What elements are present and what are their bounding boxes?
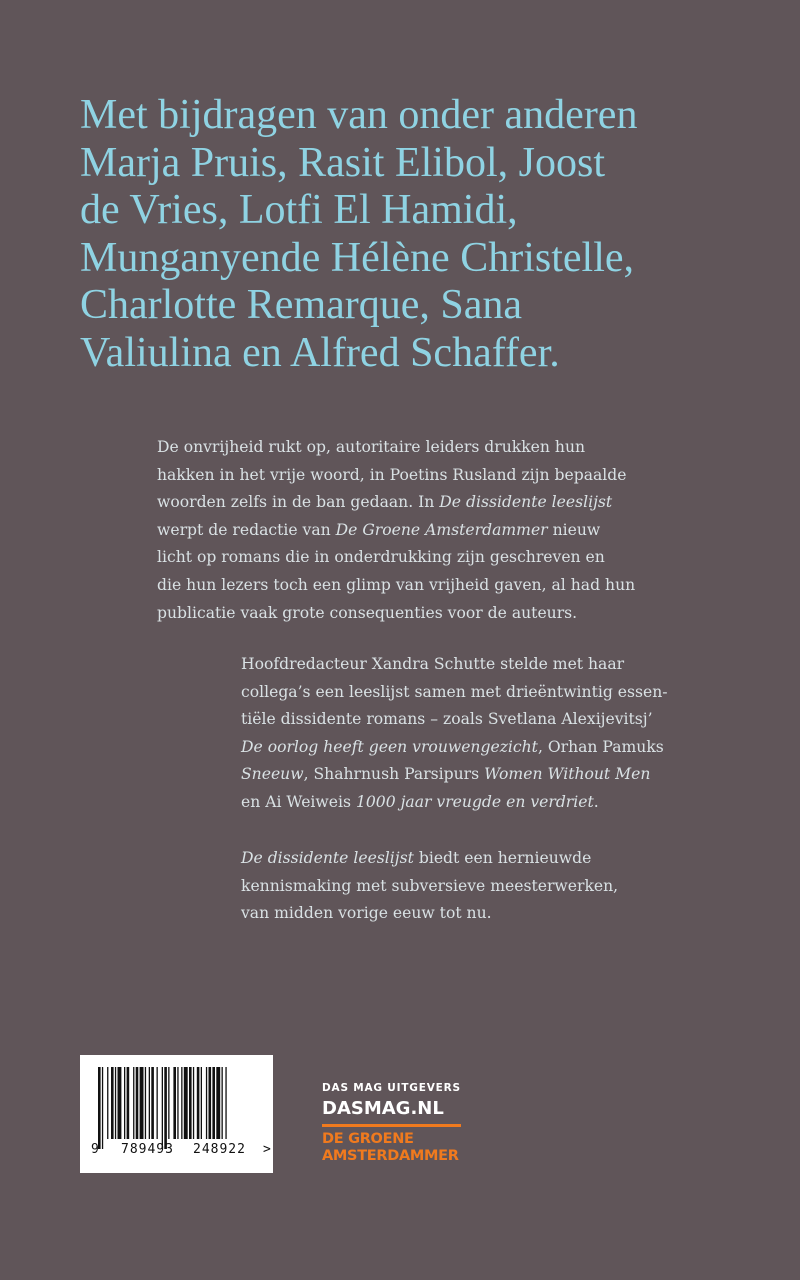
- blurb-paragraph-1: [157, 434, 635, 627]
- text-line: [241, 761, 668, 789]
- text-line: publicatie vaak grote consequenties voor de auteurs.: [157, 603, 578, 622]
- isbn-right-group: 248922: [193, 1142, 246, 1157]
- headline-line: Marja Pruis, Rasit Elibol, Joost: [80, 139, 605, 186]
- barcode-bar: [197, 1067, 200, 1139]
- barcode-bar: [216, 1067, 220, 1139]
- book-title: Women Without Men: [484, 765, 651, 784]
- barcode-bar: [181, 1067, 182, 1139]
- isbn-barcode: [80, 1055, 273, 1173]
- text-line: van midden vorige eeuw tot nu.: [241, 904, 492, 923]
- text-span: biedt een hernieuwde: [413, 849, 592, 867]
- barcode-bar: [189, 1067, 192, 1139]
- barcode-bar: [111, 1067, 114, 1139]
- text-line: collega’s een leeslijst samen met drieëntwintig essen-: [241, 682, 668, 701]
- isbn-first-digit: 9: [91, 1142, 100, 1157]
- orange-divider: [322, 1124, 461, 1127]
- text-line: hakken in het vrije woord, in Poetins Rusland zijn bepaalde: [157, 465, 627, 484]
- isbn-arrow: >: [263, 1142, 272, 1157]
- barcode-bar: [136, 1067, 139, 1139]
- text-span: werpt de redactie van: [157, 520, 336, 539]
- publisher-block: [322, 1082, 461, 1165]
- barcode-bar: [151, 1067, 154, 1139]
- headline-line: de Vries, Lotfi El Hamidi,: [80, 187, 518, 233]
- barcode-bar: [107, 1067, 108, 1139]
- text-line: [157, 489, 635, 517]
- publisher-name: DAS MAG UITGEVERS: [322, 1082, 461, 1094]
- partner-logo-line-1: DE GROENE: [322, 1131, 414, 1147]
- text-line: [241, 734, 668, 762]
- blurb-paragraph-3: [241, 845, 618, 928]
- blurb-paragraph-2: [241, 651, 668, 817]
- text-line: kennismaking met subversieve meesterwerken,: [241, 876, 619, 895]
- headline-line: Valiulina en Alfred Schaffer.: [80, 329, 560, 376]
- text-line: tiële dissidente romans – zoals Svetlana Alexijevitsj’: [241, 710, 653, 729]
- headline-line: Munganyende Hélène Christelle,: [80, 234, 634, 281]
- contributors-headline: [80, 92, 770, 377]
- text-span: .: [593, 792, 599, 811]
- barcode-bar: [206, 1067, 207, 1139]
- publisher-website: DASMAG.NL: [322, 1098, 444, 1119]
- magazine-title: De Groene Amsterdammer: [335, 520, 548, 539]
- barcode-bar: [115, 1067, 116, 1139]
- barcode-bar: [118, 1067, 122, 1139]
- barcode-bar: [102, 1067, 103, 1149]
- barcode-bar: [149, 1067, 150, 1139]
- text-span: en Ai Weiweis: [241, 792, 356, 811]
- text-line: Hoofdredacteur Xandra Schutte stelde met haar: [241, 655, 625, 673]
- barcode-bar: [193, 1067, 194, 1139]
- text-span: , Shahrnush Parsipurs: [303, 765, 485, 784]
- book-title: 1000 jaar vreugde en verdriet: [355, 792, 594, 811]
- barcode-bar: [162, 1067, 163, 1149]
- barcode-bar: [222, 1067, 223, 1139]
- book-title: De dissidente leeslijst: [439, 493, 613, 512]
- barcode-bar: [173, 1067, 176, 1139]
- barcode-bar: [133, 1067, 134, 1139]
- text-span: , Orhan Pamuks: [537, 737, 664, 756]
- barcode-bar: [212, 1067, 215, 1139]
- barcode-bar: [140, 1067, 144, 1139]
- text-line: die hun lezers toch een glimp van vrijheid gaven, al had hun: [157, 575, 636, 594]
- barcode-bar: [127, 1067, 130, 1139]
- text-line: licht op romans die in onderdrukking zijn geschreven en: [157, 548, 605, 567]
- barcode-bar: [177, 1067, 178, 1139]
- barcode-bar: [225, 1067, 226, 1139]
- text-span: woorden zelfs in de ban gedaan. In: [157, 493, 440, 512]
- barcode-bar: [209, 1067, 212, 1139]
- barcode-bar: [157, 1067, 158, 1139]
- text-line: De onvrijheid rukt op, autoritaire leiders drukken hun: [157, 438, 586, 456]
- headline-line: Met bijdragen van onder anderen: [80, 92, 638, 138]
- barcode-bar: [201, 1067, 202, 1139]
- text-span: nieuw: [547, 520, 601, 539]
- barcode-bar: [184, 1067, 188, 1139]
- text-line: [241, 789, 668, 817]
- barcode-bar: [168, 1067, 169, 1139]
- book-title: De dissidente leeslijst: [241, 849, 414, 867]
- barcode-bar: [124, 1067, 125, 1139]
- isbn-left-group: 789493: [121, 1142, 174, 1157]
- text-line: [157, 517, 635, 545]
- barcode-bar: [145, 1067, 146, 1139]
- book-title: Sneeuw: [241, 765, 304, 784]
- barcode-bar: [164, 1067, 167, 1149]
- book-title: De oorlog heeft geen vrouwengezicht: [241, 737, 538, 756]
- headline-line: Charlotte Remarque, Sana: [80, 282, 523, 328]
- partner-logo-line-2: AMSTERDAMMER: [322, 1148, 459, 1164]
- text-line: [241, 845, 618, 873]
- barcode-bar: [98, 1067, 101, 1149]
